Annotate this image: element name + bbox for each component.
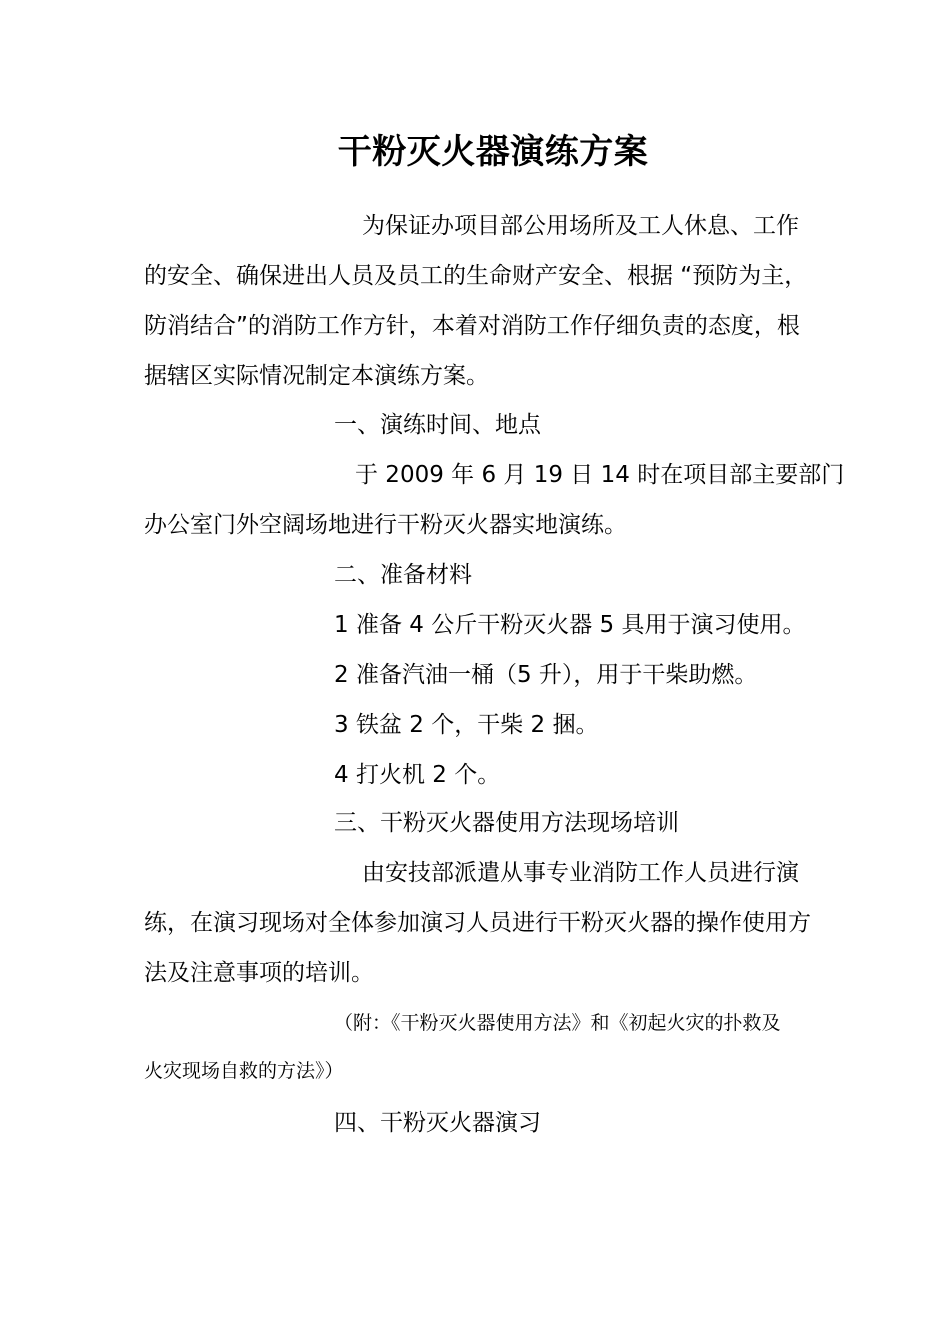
intro-line-3: 防消结合”的消防工作方针，本着对消防工作仔细负责的态度，根 bbox=[144, 313, 800, 339]
section-3-line-3: 法及注意事项的培训。 bbox=[144, 960, 374, 986]
section-3-heading: 三、干粉灭火器使用方法现场培训 bbox=[334, 810, 679, 836]
section-4-heading: 四、干粉灭火器演习 bbox=[334, 1110, 541, 1136]
appendix-note-line-2: 火灾现场自救的方法》） bbox=[144, 1060, 344, 1082]
material-item-4: 4 打火机 2 个。 bbox=[334, 762, 501, 788]
material-item-1: 1 准备 4 公斤干粉灭火器 5 具用于演习使用。 bbox=[334, 612, 806, 638]
section-2-heading: 二、准备材料 bbox=[334, 562, 472, 588]
intro-line-4: 据辖区实际情况制定本演练方案。 bbox=[144, 363, 489, 389]
section-1-line-2: 办公室门外空阔场地进行干粉灭火器实地演练。 bbox=[144, 512, 627, 538]
section-3-line-1: 由安技部派遣从事专业消防工作人员进行演 bbox=[362, 860, 799, 886]
appendix-note-line-1: （附：《干粉灭火器使用方法》和《初起火灾的扑救及 bbox=[334, 1012, 781, 1034]
document-title: 干粉灭火器演练方案 bbox=[337, 132, 649, 172]
material-item-3: 3 铁盆 2 个，干柴 2 捆。 bbox=[334, 712, 599, 738]
section-1-line-1: 于 2009 年 6 月 19 日 14 时在项目部主要部门 bbox=[355, 462, 845, 488]
material-item-2: 2 准备汽油一桶（5 升），用于干柴助燃。 bbox=[334, 662, 758, 688]
intro-line-2: 的安全、确保进出人员及员工的生命财产安全、根据 “预防为主， bbox=[144, 263, 808, 289]
section-1-heading: 一、演练时间、地点 bbox=[334, 412, 541, 438]
section-3-line-2: 练，在演习现场对全体参加演习人员进行干粉灭火器的操作使用方 bbox=[144, 910, 811, 936]
intro-line-1: 为保证办项目部公用场所及工人休息、工作 bbox=[362, 213, 799, 239]
